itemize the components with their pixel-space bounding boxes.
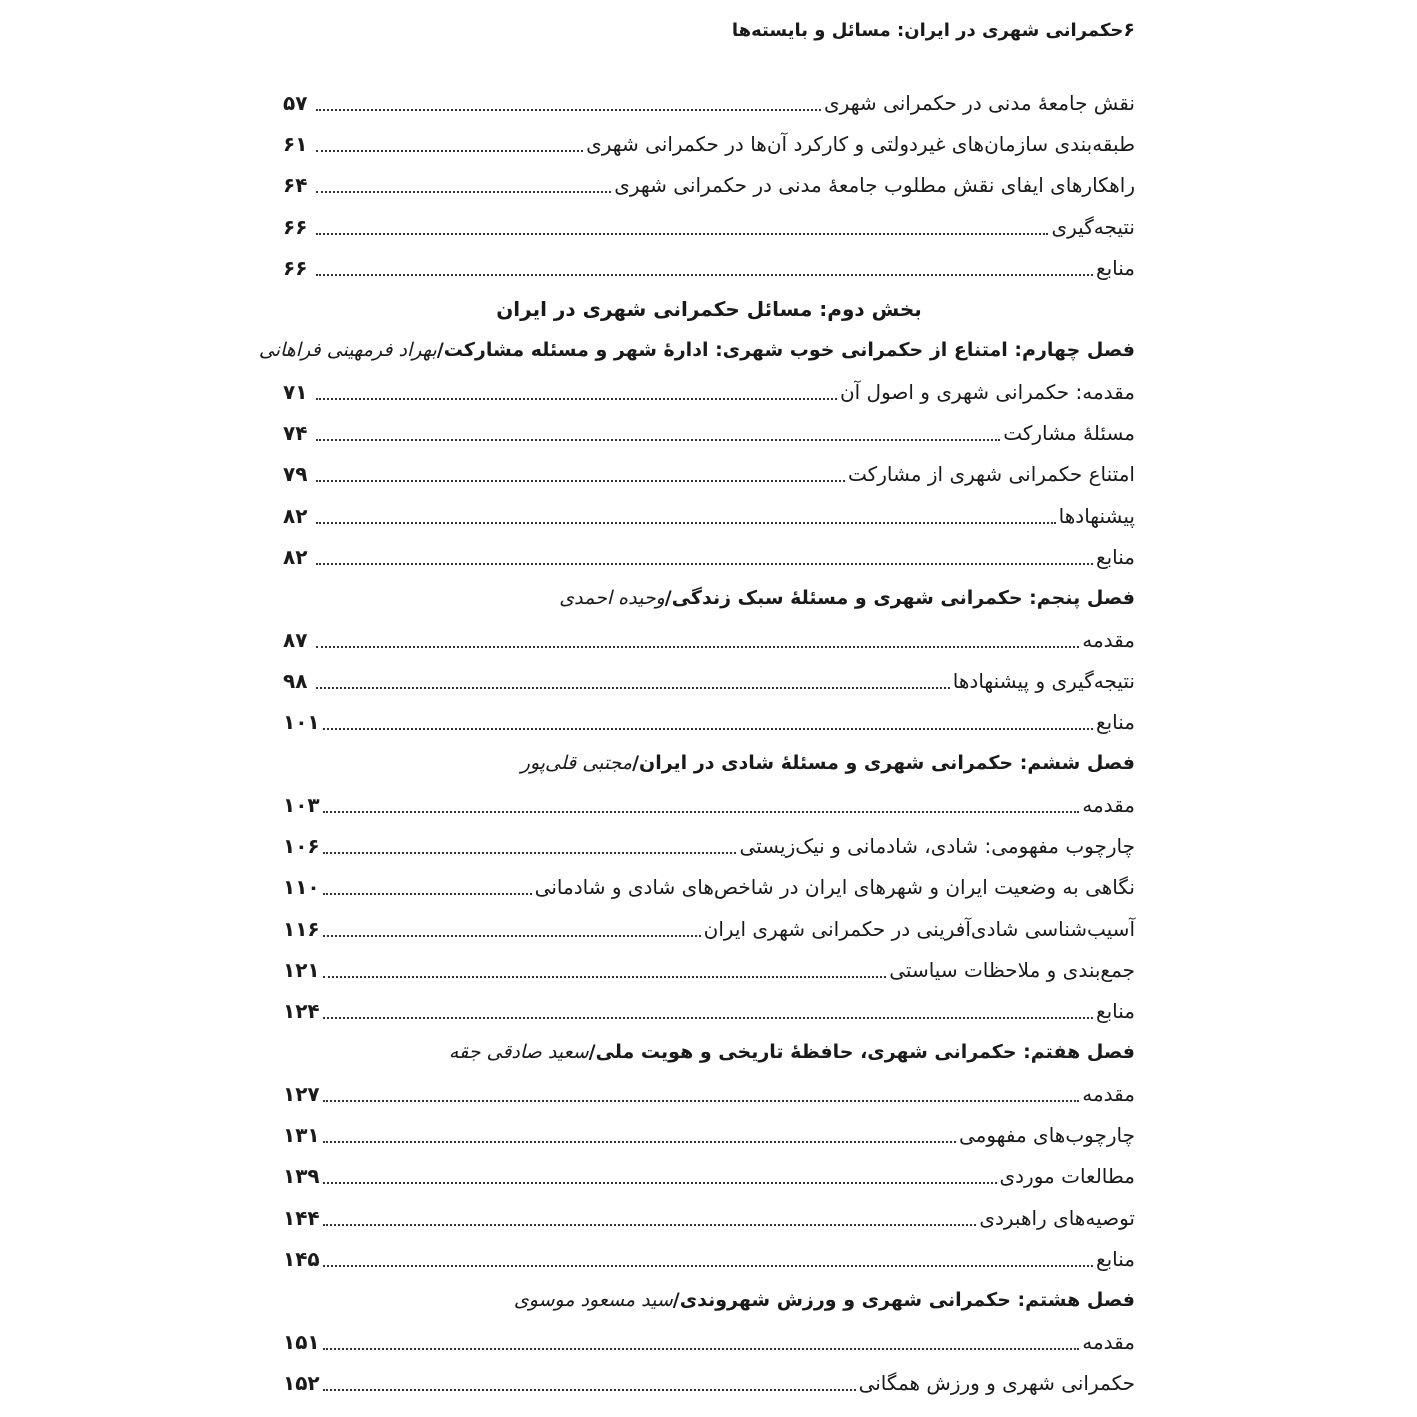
toc-page-number: ۱۰۱ [283,710,320,735]
toc-entry [283,784,1135,825]
dot-leader [316,687,950,689]
toc-page-number: ۶۱ [283,131,308,156]
toc-chapter-heading [258,330,1135,371]
toc-entry [283,660,1135,701]
dot-leader [323,1224,977,1226]
dot-leader [323,1348,1080,1350]
toc-entry-title: امتناع حکمرانی شهری از مشارکت [848,462,1135,487]
toc-entry [283,247,1135,288]
toc-entry-title: مقدمه [1082,792,1135,817]
toc-page-number: ۱۵۲ [283,1370,320,1395]
toc-entry-title: نگاهی به وضعیت ایران و شهرهای ایران در شاخص‌های شادی و شادمانی [534,875,1135,900]
toc-entry [283,412,1135,453]
dot-leader [316,109,821,111]
dot-leader [316,150,583,152]
dot-leader [323,852,737,854]
toc-page-number: ۱۴۴ [283,1205,320,1230]
toc-chapter-heading [283,1032,1135,1073]
toc-page-number: ۶۴ [283,173,308,198]
page-number: ۶ [1123,19,1135,41]
toc-page-number: ۱۰۳ [283,792,320,817]
dot-leader [323,1017,1093,1019]
toc-page-number: ۸۷ [283,627,308,652]
toc-page-number: ۱۵۱ [283,1329,320,1354]
toc-entry-title: مقدمه: حکمرانی شهری و اصول آن [839,379,1135,404]
toc-entry [283,82,1135,123]
toc-entry-title: توصیه‌های راهبردی [979,1205,1135,1230]
toc-entry-title: طبقه‌بندی سازمان‌های غیردولتی و کارکرد آن‌ها در حکمرانی شهری [586,131,1135,156]
toc-page-number: ۱۲۱ [283,957,320,982]
toc-entry-title: چارچوب‌های مفهومی [958,1123,1135,1148]
running-header-title: حکمرانی شهری در ایران: مسائل و بایسته‌ها [731,19,1124,41]
toc-chapter-heading [283,743,1135,784]
chapter-author: وحیده احمدی [559,587,665,610]
toc-entry [283,536,1135,577]
chapter-title: فصل چهارم: امتناع از حکمرانی خوب شهری: ادارهٔ شهر و مسئله مشارکت/ [436,339,1135,362]
toc-entry-title: جمع‌بندی و ملاحظات سیاستی [889,957,1135,982]
toc-entry [283,454,1135,495]
toc-entry-title: مسئلهٔ مشارکت [1003,421,1135,446]
toc-entry [283,619,1135,660]
toc-entry-title: نتیجه‌گیری و پیشنهادها [952,668,1135,693]
dot-leader [316,274,1093,276]
toc-entry-title: مقدمه [1082,1329,1135,1354]
dot-leader [323,935,701,937]
dot-leader [323,1141,956,1143]
toc-entry-title: منابع [1095,710,1135,735]
toc-entry-title: آسیب‌شناسی شادی‌آفرینی در حکمرانی شهری ایران [703,916,1135,941]
dot-leader [316,522,1056,524]
toc-entry [283,165,1135,206]
toc-entry-title: چارچوب مفهومی: شادی، شادمانی و نیک‌زیستی [739,833,1135,858]
toc-page-number: ۱۰۶ [283,833,320,858]
toc-page-number: ۶۶ [283,255,308,280]
chapter-author: بهراد فرمهینی فراهانی [258,339,437,362]
toc-entry [283,1321,1135,1362]
toc-entry [283,1362,1135,1403]
chapter-title: فصل پنجم: حکمرانی شهری و مسئلهٔ سبک زندگی/ [664,587,1135,610]
toc-entry [283,123,1135,164]
dot-leader [323,976,887,978]
chapter-title: فصل هشتم: حکمرانی شهری و ورزش شهروندی/ [672,1289,1135,1312]
toc-entry [283,1156,1135,1197]
chapter-title: فصل ششم: حکمرانی شهری و مسئلهٔ شادی در ایران/ [632,752,1135,775]
dot-leader [316,646,1079,648]
toc-chapter-heading [283,578,1135,619]
toc-entry [283,908,1135,949]
toc-page-number: ۱۴۵ [283,1246,320,1271]
toc-entry [283,825,1135,866]
toc-entry-title: حکمرانی شهری و ورزش همگانی [858,1370,1135,1395]
toc-page-number: ۱۱۶ [283,916,320,941]
toc-page-number: ۵۷ [283,90,308,115]
dot-leader [316,398,837,400]
toc-entry [283,1114,1135,1155]
chapter-author: مجتبی قلی‌پور [520,752,633,775]
dot-leader [323,1182,997,1184]
toc-entry-title: پیشنهادها [1058,503,1135,528]
toc-page-number: ۷۹ [283,462,308,487]
toc-entry-title: مقدمه [1082,627,1135,652]
toc-page-number: ۸۲ [283,503,308,528]
toc-entry-title: منابع [1095,1246,1135,1271]
running-header [731,12,1135,48]
toc-entry [283,949,1135,990]
toc-entry [283,206,1135,247]
toc-entry [283,1197,1135,1238]
dot-leader [316,439,1000,441]
toc-page-number: ۸۲ [283,544,308,569]
chapter-title: فصل هفتم: حکمرانی شهری، حافظهٔ تاریخی و هویت ملی/ [588,1041,1135,1064]
toc-entry-title: نقش جامعهٔ مدنی در حکمرانی شهری [824,90,1135,115]
toc-entry-title: مقدمه [1082,1081,1135,1106]
toc-section-title: بخش دوم: مسائل حکمرانی شهری در ایران [496,297,922,322]
toc-entry-title: نتیجه‌گیری [1051,214,1135,239]
toc-entry-title: مطالعات موردی [999,1164,1135,1189]
toc-page-number: ۶۶ [283,214,308,239]
toc-entry [283,991,1135,1032]
toc-entry [283,701,1135,742]
dot-leader [323,893,532,895]
table-of-contents [258,82,1135,1404]
dot-leader [316,480,845,482]
toc-page-number: ۱۲۴ [283,999,320,1024]
toc-entry [283,495,1135,536]
toc-entry-title: منابع [1095,999,1135,1024]
dot-leader [323,1265,1093,1267]
toc-entry [283,1238,1135,1279]
toc-entry-title: منابع [1095,255,1135,280]
toc-entry [283,371,1135,412]
toc-entry-title: راهکارهای ایفای نقش مطلوب جامعهٔ مدنی در حکمرانی شهری [614,173,1135,198]
toc-page-number: ۱۳۹ [283,1164,320,1189]
toc-entry-title: منابع [1095,544,1135,569]
dot-leader [316,191,611,193]
toc-page-number: ۹۸ [283,668,308,693]
chapter-author: سعید صادقی جقه [448,1041,589,1064]
toc-page-number: ۷۴ [283,421,308,446]
toc-entry [283,867,1135,908]
dot-leader [316,563,1093,565]
toc-page-number: ۱۲۷ [283,1081,320,1106]
dot-leader [316,233,1048,235]
chapter-author: سید مسعود موسوی [513,1289,673,1312]
dot-leader [323,728,1093,730]
toc-page-number: ۱۱۰ [283,875,320,900]
toc-page-number: ۷۱ [283,379,308,404]
dot-leader [323,1100,1080,1102]
toc-chapter-heading [283,1280,1135,1321]
toc-entry [283,1073,1135,1114]
toc-page-number: ۱۳۱ [283,1123,320,1148]
dot-leader [323,811,1080,813]
dot-leader [323,1389,856,1391]
